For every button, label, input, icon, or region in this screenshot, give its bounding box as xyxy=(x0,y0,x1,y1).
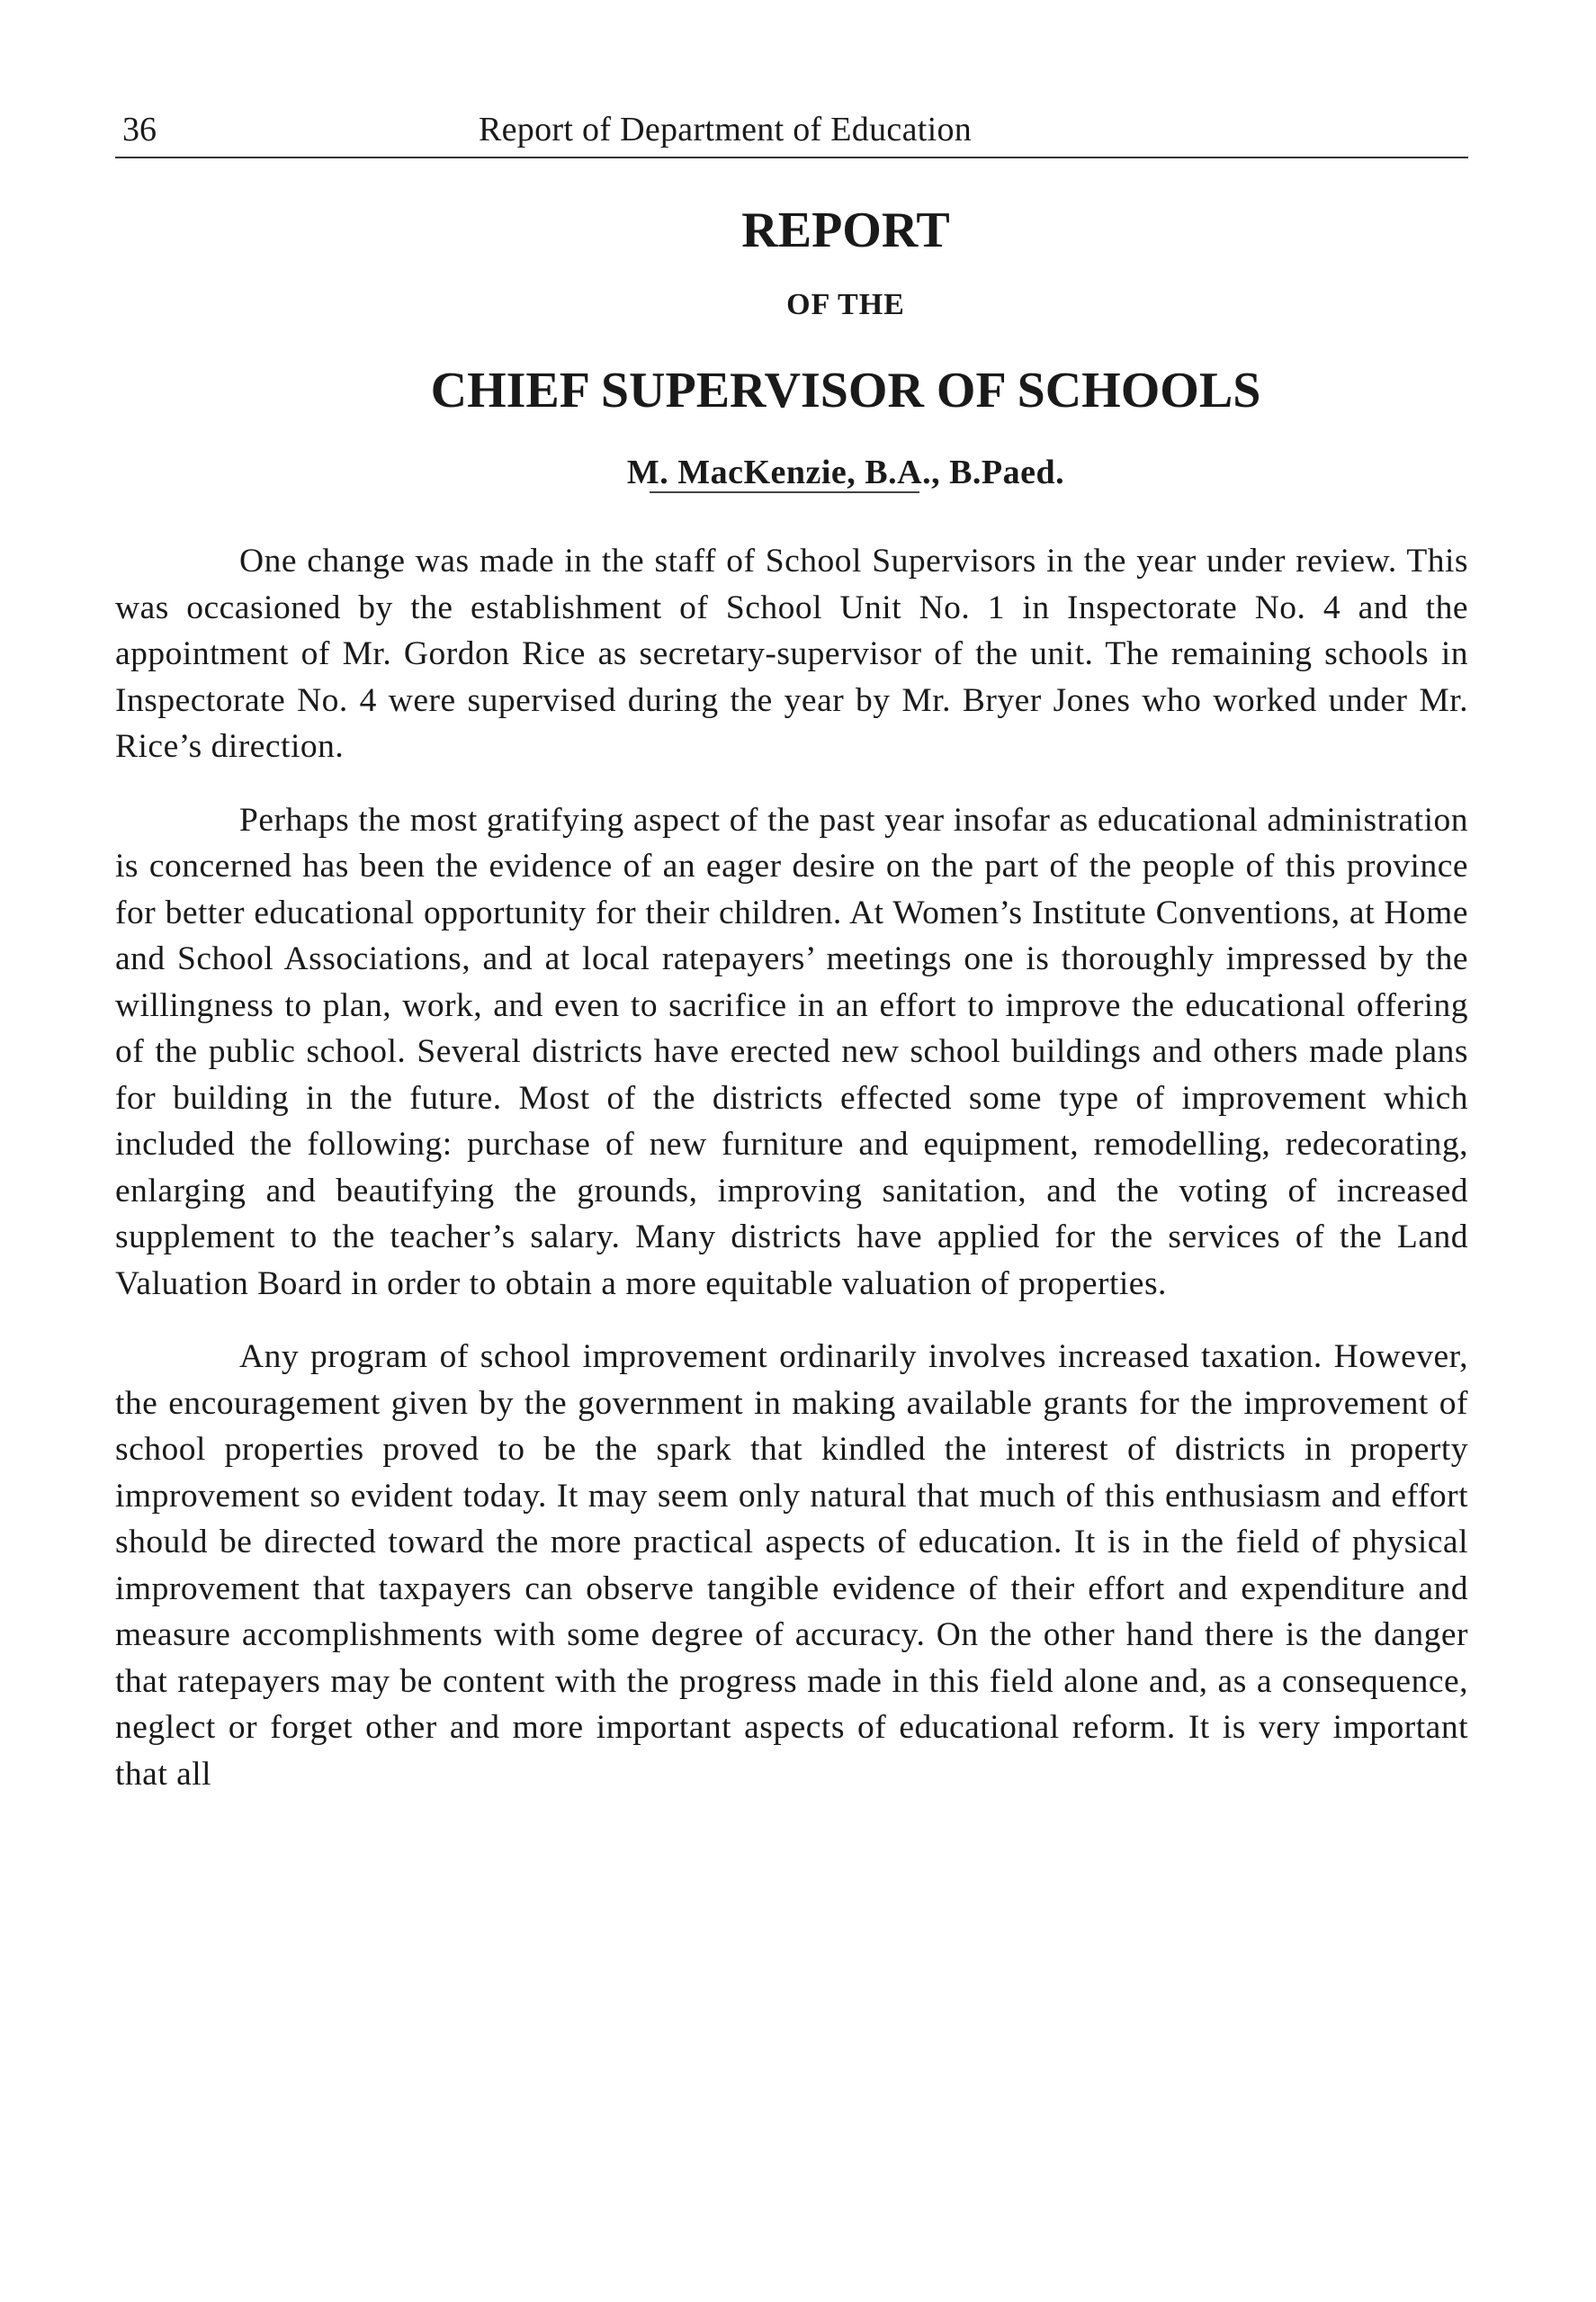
report-title-connector: OF THE xyxy=(786,288,905,321)
header-rule xyxy=(115,157,1468,158)
report-subtitle: CHIEF SUPERVISOR OF SCHOOLS xyxy=(430,363,1261,418)
report-title: REPORT xyxy=(741,202,950,258)
body-text xyxy=(115,538,1468,1824)
paragraph-3: Any program of school improvement ordinarily involves increased taxation. However, the encouragement given by the government in making available grants for the improvement of school properties proved to be the spark that kindled the interest of districts in property improvement so evident today. It may seem only natural that much of this enthusiasm and effort should be directed toward the more practical aspects of education. It is in the field of physical improvement that taxpayers can observe tangible evidence of their effort and expenditure and measure accomplishments with some degree of accuracy. On the other hand there is the danger that ratepayers may be content with the progress made in this field alone and, as a consequence, neglect or forget other and more important aspects of educational reform. It is very important that all xyxy=(115,1338,1468,1793)
page-number: 36 xyxy=(122,111,157,148)
running-header xyxy=(115,106,1468,153)
paragraph-1: One change was made in the staff of School Supervisors in the year under review. This was occasioned by the establishment of School Unit No. 1 in Inspectorate No. 4 and the appointment of Mr. Gordon Rice as secretary-supervisor of the unit. The remaining schools in Inspectorate No. 4 were supervised during the year by Mr. Bryer Jones who worked under Mr. Rice’s direction. xyxy=(115,543,1468,765)
report-author: M. MacKenzie, B.A., B.Paed. xyxy=(626,454,1065,491)
title-block xyxy=(115,200,1468,495)
paragraph-2: Perhaps the most gratifying aspect of the past year insofar as educational administration is concerned has been the evidence of an eager desire on the part of the people of this province for better educational opportunity for their children. At Women’s Institute Conventions, at Home and School Associations, and at local ratepayers’ meetings one is thoroughly impressed by the willingness to plan, work, and even to sacrifice in an effort to improve the educational offering of the public school. Several districts have erected new school buildings and others made plans for building in the future. Most of the districts effected some type of improvement which included the following: purchase of new furniture and equipment, remodelling, redecorating, enlarging and beautifying the grounds, improving sanitation, and the voting of increased supplement to the teacher’s salary. Many districts have applied for the services of the Land Valuation Board in order to obtain a more equitable valuation of properties. xyxy=(115,801,1468,1302)
running-title: Report of Department of Education xyxy=(479,111,973,148)
title-divider xyxy=(650,491,919,493)
